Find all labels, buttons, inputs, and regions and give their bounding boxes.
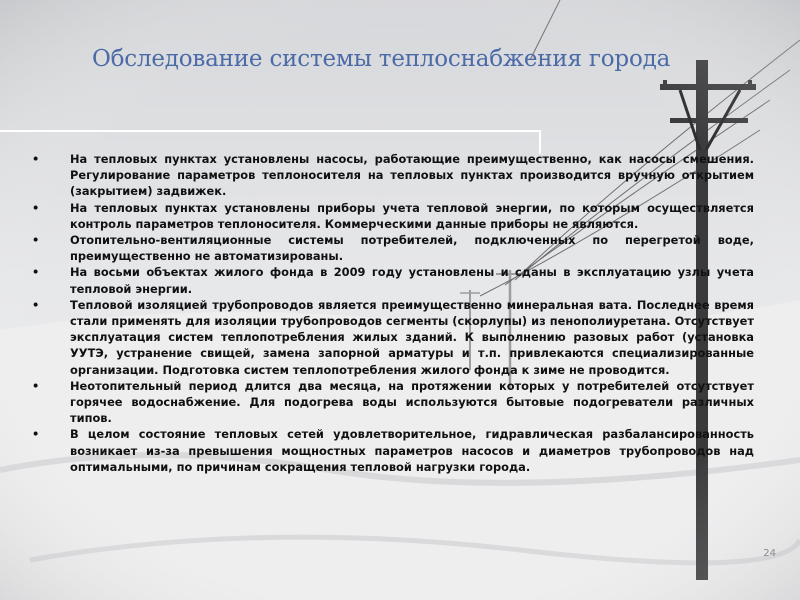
list-item — [28, 200, 754, 232]
list-item-text: На тепловых пунктах установлены насосы, работающие преимущественно, как насосы смешения. Регулирование параметров теплоносителя на тепловых пунктах производится вручную открытием (закрытием) задвижек. — [70, 152, 754, 199]
list-item-text: Отопительно-вентиляционные системы потребителей, подключенных по перегретой воде, преимущественно не автоматизированы. — [70, 233, 754, 264]
bullet-icon: • — [32, 427, 40, 442]
bullet-icon: • — [32, 233, 40, 248]
list-item — [28, 426, 754, 475]
list-item — [28, 264, 754, 296]
bullet-icon: • — [32, 378, 40, 393]
list-item — [28, 378, 754, 427]
bullet-icon: • — [32, 200, 40, 215]
list-item-text: В целом состояние тепловых сетей удовлетворительное, гидравлическая разбалансированность возникает из-за превышения мощностных параметров насосов и диаметров трубопроводов над оптимальными, по причинам сокращения тепловой нагрузки города. — [70, 427, 754, 474]
list-item-text: Тепловой изоляцией трубопроводов является преимущественно минеральная вата. Последнее время стали применять для изоляции трубопроводов сегменты (скорлупы) из пенополиуретана. Отсутствует эксплуатация систем теплопотребления жилых зданий. К выполнению разовых работ (установка УУТЭ, устранение свищей, замена запорной арматуры и т.п. привлекаются специализированные организации. Подготовка систем теплопотребления жилого фонда к зиме не проводится. — [70, 297, 754, 377]
list-item-text: На восьми объектах жилого фонда в 2009 году установлены и сданы в эксплуатацию узлы учета тепловой энергии. — [70, 265, 754, 296]
list-item-text: Неотопительный период длится два месяца, на протяжении которых у потребителей отсутствует горячее водоснабжение. Для подогрева воды используются бытовые подогреватели различных типов. — [70, 378, 754, 426]
bullet-icon: • — [32, 265, 40, 280]
bullet-list — [28, 151, 754, 475]
page-number: 24 — [763, 548, 776, 559]
list-item — [28, 232, 754, 264]
list-item — [28, 151, 754, 200]
list-item-text: На тепловых пунктах установлены приборы учета тепловой энергии, по которым осуществляется контроль параметров теплоносителя. Коммерческими данные приборы не являются. — [70, 200, 754, 231]
list-item — [28, 297, 754, 378]
bullet-icon: • — [32, 152, 40, 166]
page-title: Обследование системы теплоснабжения города — [92, 46, 671, 72]
frame-top-line — [0, 130, 541, 132]
bullet-icon: • — [32, 297, 40, 312]
